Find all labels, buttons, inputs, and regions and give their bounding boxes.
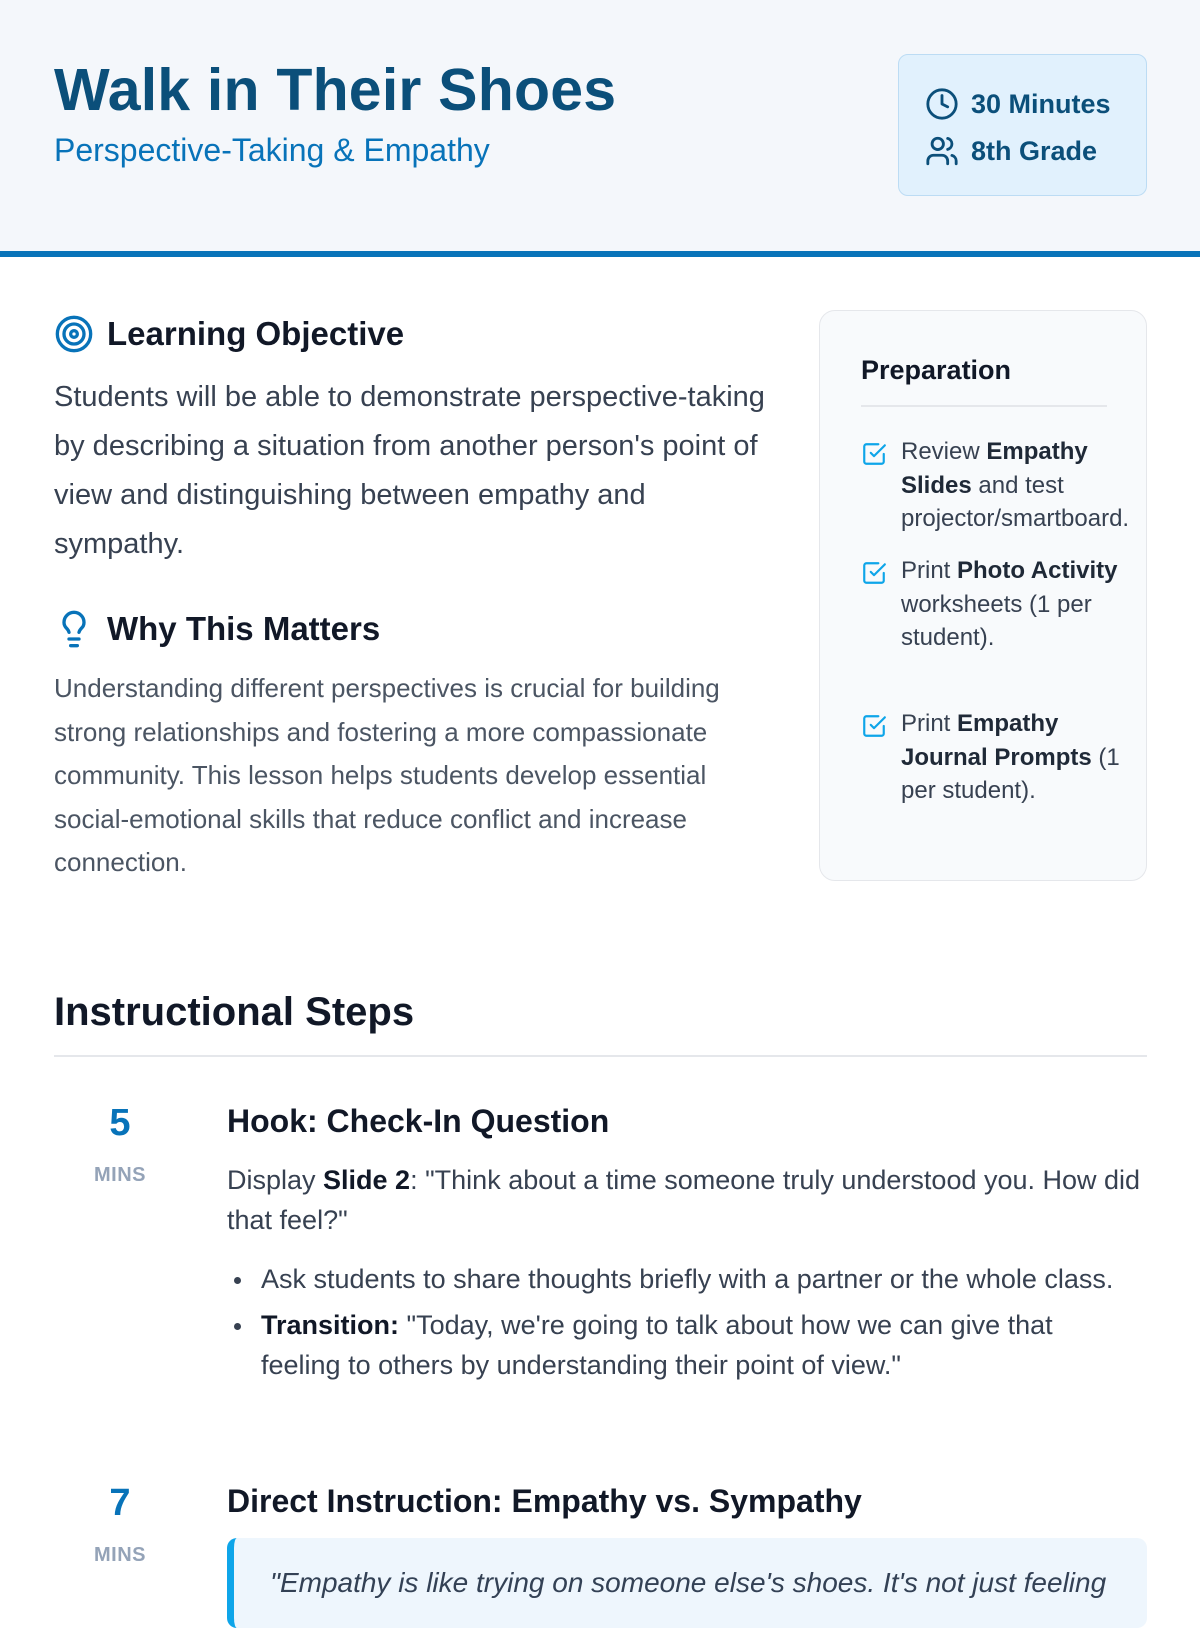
lesson-meta-box [898,54,1147,196]
clock-icon [925,87,959,121]
lesson-header [0,0,1200,257]
quote-callout [227,1538,1147,1628]
checkbox-checked-icon [861,560,887,586]
step-minutes: 7 [109,1482,131,1524]
lesson-subtitle: Perspective-Taking & Empathy [54,132,490,168]
step-title: Direct Instruction: Empathy vs. Sympathy [227,1483,862,1519]
objective-heading-text: Learning Objective [107,315,405,352]
prep-item [861,435,1146,536]
step-bullets [227,1259,1127,1391]
target-icon [54,314,94,354]
matters-text: Understanding different perspectives is crucial for building strong relationships and fostering a more compassionate community. This lesson helps students develop essential social-emotional skills that reduce conflict and increase connection. [54,673,720,877]
prep-item [861,554,1146,655]
matters-heading [54,609,380,649]
preparation-divider [861,405,1107,407]
objective-text: Students will be able to demonstrate perspective-taking by describing a situation from another person's point of view and distinguishing between empathy and sympathy. [54,381,765,560]
preparation-card [819,310,1147,881]
prep-item [861,707,1146,808]
grade-row [925,134,1097,168]
prep-item-text: Print Photo Activity worksheets (1 per student). [901,557,1118,651]
matters-heading-text: Why This Matters [107,610,381,647]
steps-heading: Instructional Steps [54,990,415,1034]
steps-divider [54,1055,1147,1057]
users-icon [925,134,959,168]
prep-item-text: Print Empathy Journal Prompts (1 per student). [901,710,1120,804]
grade-label: 8th Grade [971,135,1098,166]
duration-label: 30 Minutes [971,88,1111,119]
prep-item-text: Review Empathy Slides and test projector/smartboard. [901,438,1130,532]
step-bullet: Transition: "Today, we're going to talk about how we can give that feeling to others by understanding their point of view." [227,1305,1127,1385]
step-minutes-unit: MINS [94,1544,146,1566]
objective-heading [54,314,404,354]
step-minutes: 5 [109,1102,131,1144]
step-title: Hook: Check-In Question [227,1103,610,1139]
step-bullet: Ask students to share thoughts briefly with a partner or the whole class. [227,1259,1127,1299]
preparation-title: Preparation [861,355,1012,385]
quote-text: "Empathy is like trying on someone else's shoes. It's not just feeling [270,1567,1107,1598]
checkbox-checked-icon [861,441,887,467]
step-minutes-unit: MINS [94,1164,146,1186]
step-description: Display Slide 2: "Think about a time someone truly understood you. How did that feel?" [227,1165,1141,1235]
checkbox-checked-icon [861,713,887,739]
duration-row [925,87,1111,121]
lightbulb-icon [54,609,94,649]
lesson-title: Walk in Their Shoes [54,57,617,123]
